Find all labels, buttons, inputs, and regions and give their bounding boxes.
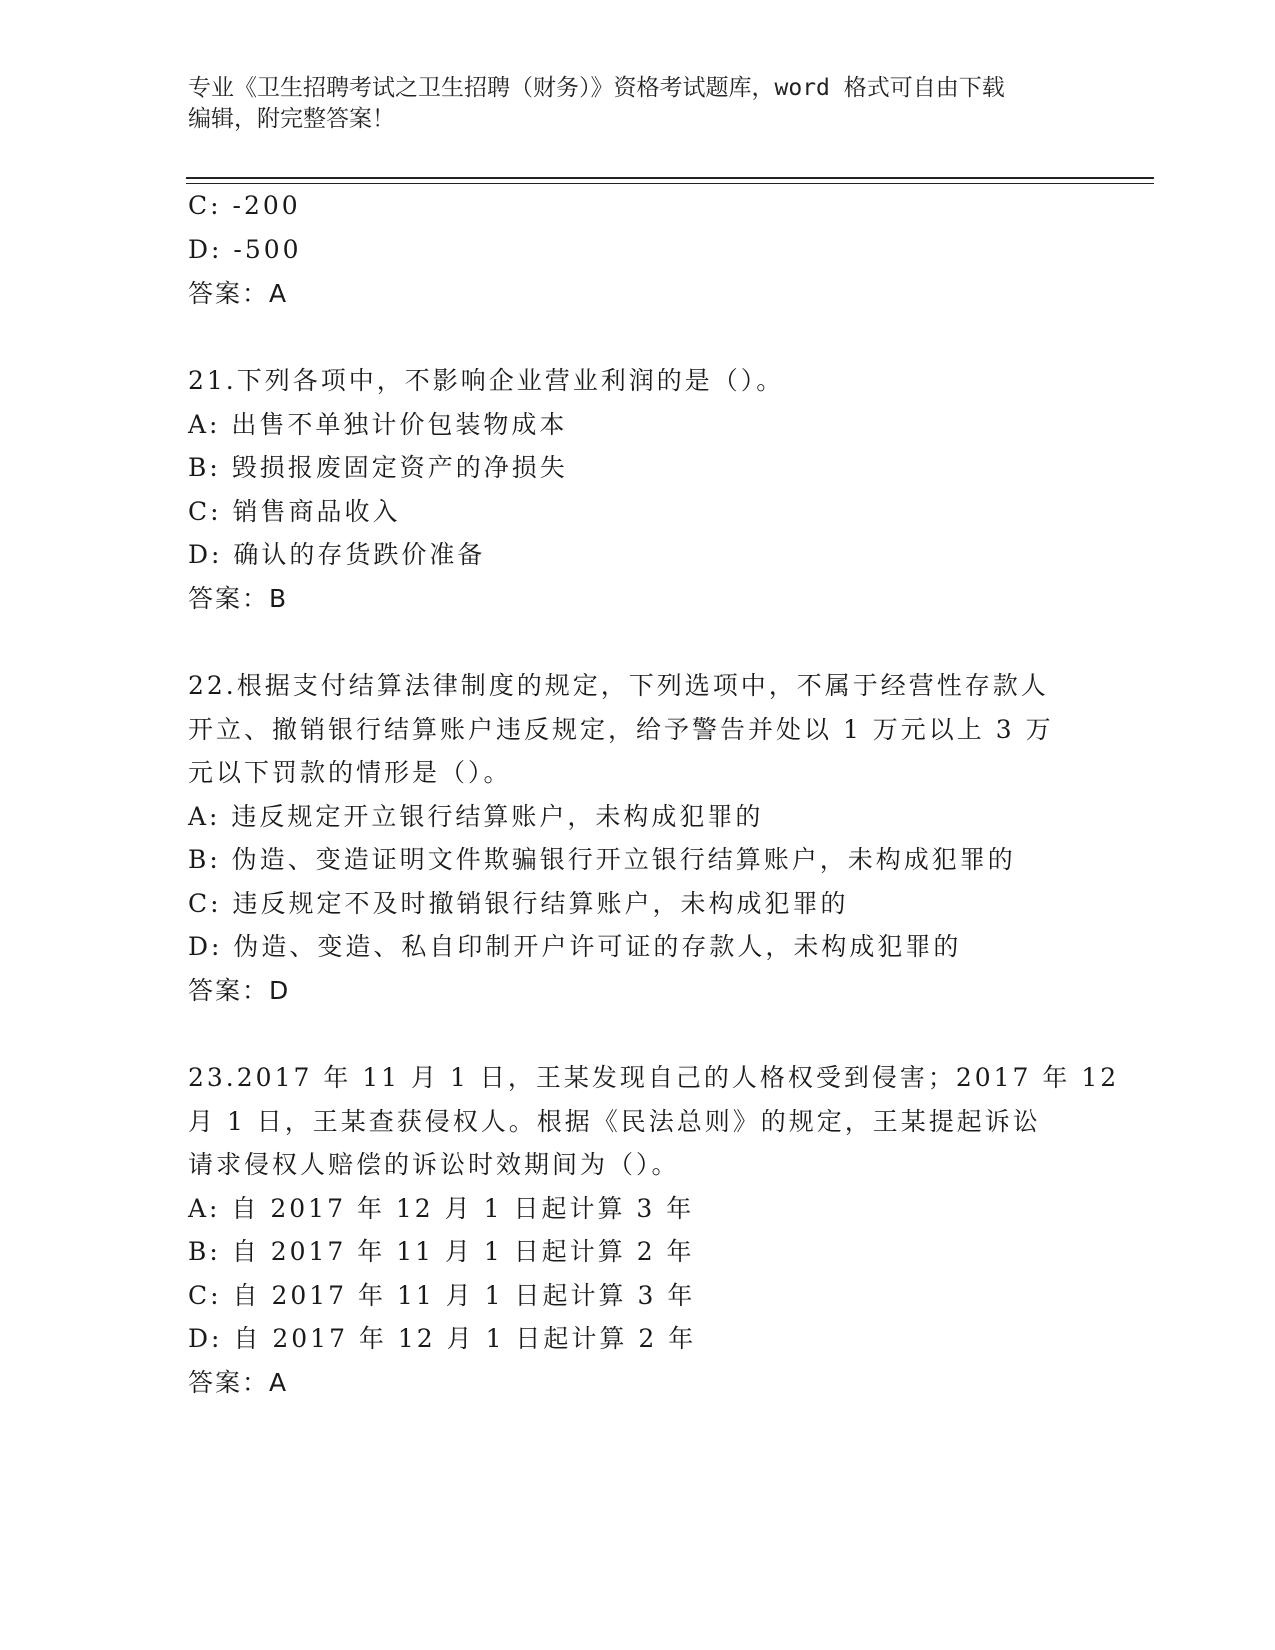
q23-option-a: A: 自 2017 年 12 月 1 日起计算 3 年 [188, 1194, 695, 1223]
q22-question-line-3: 元以下罚款的情形是（）。 [188, 758, 512, 787]
q23-question-line-1: 23.2017 年 11 月 1 日，王某发现自己的人格权受到侵害；2017 年 12 [188, 1063, 1120, 1092]
header-divider-thick [186, 177, 1154, 179]
q22-option-a: A: 违反规定开立银行结算账户，未构成犯罪的 [188, 802, 764, 831]
q22-question-line-2: 开立、撤销银行结算账户违反规定，给予警告并处以 1 万元以上 3 万 [188, 715, 1054, 744]
q23-question-line-3: 请求侵权人赔偿的诉讼时效期间为（）。 [188, 1150, 680, 1179]
q23-option-b: B: 自 2017 年 11 月 1 日起计算 2 年 [188, 1237, 695, 1266]
q20-option-c: C: -200 [188, 191, 301, 220]
q21-option-a: A: 出售不单独计价包装物成本 [188, 410, 568, 439]
q21-option-d: D: 确认的存货跌价准备 [188, 540, 486, 569]
document-header [188, 73, 1088, 135]
header-line-1: 专业《卫生招聘考试之卫生招聘（财务）》资格考试题库，word 格式可自由下载 [188, 75, 1005, 101]
q22-option-d: D: 伪造、变造、私自印制开户许可证的存款人，未构成犯罪的 [188, 932, 962, 961]
q22-option-c: C: 违反规定不及时撤销银行结算账户，未构成犯罪的 [188, 889, 849, 918]
q22-answer: 答案：D [188, 976, 291, 1005]
header-line-2: 编辑，附完整答案！ [188, 106, 395, 132]
q23-question-line-2: 月 1 日，王某查获侵权人。根据《民法总则》的规定，王某提起诉讼 [188, 1107, 1041, 1136]
q22-option-b: B: 伪造、变造证明文件欺骗银行开立银行结算账户，未构成犯罪的 [188, 845, 1016, 874]
q21-option-c: C: 销售商品收入 [188, 497, 401, 526]
q21-answer: 答案：B [188, 584, 289, 613]
q21-question: 21.下列各项中，不影响企业营业利润的是（）。 [188, 366, 785, 395]
q22-question-line-1: 22.根据支付结算法律制度的规定，下列选项中，不属于经营性存款人 [188, 671, 1049, 700]
q23-answer: 答案：A [188, 1368, 289, 1397]
q21-option-b: B: 毁损报废固定资产的净损失 [188, 453, 568, 482]
q23-option-d: D: 自 2017 年 12 月 1 日起计算 2 年 [188, 1324, 697, 1353]
q20-option-d: D: -500 [188, 235, 302, 264]
q20-answer: 答案：A [188, 279, 289, 308]
q23-option-c: C: 自 2017 年 11 月 1 日起计算 3 年 [188, 1281, 696, 1310]
header-divider-thin [186, 183, 1154, 184]
